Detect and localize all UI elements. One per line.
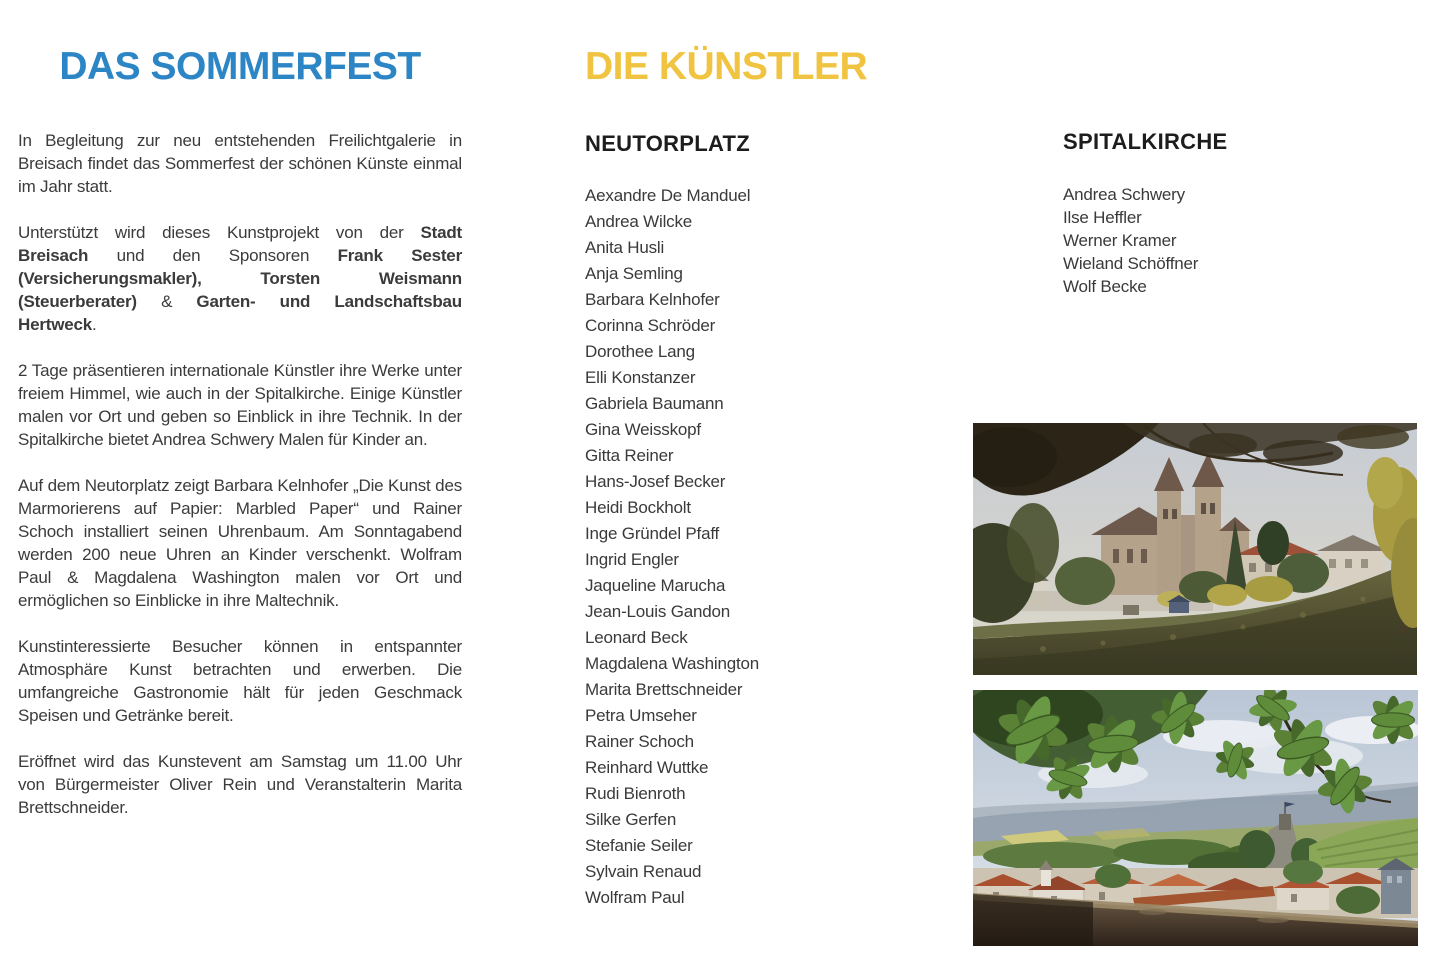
sponsors-paragraph	[18, 221, 462, 336]
neutorplatz-heading: NEUTORPLATZ	[585, 130, 751, 156]
artist-name: Stefanie Seiler	[585, 835, 693, 855]
sponsors-text-segment: &	[136, 291, 197, 311]
artist-name: Magdalena Washington	[585, 653, 759, 673]
artist-name: Andrea Schwery	[1063, 185, 1185, 204]
artist-name: Heidi Bockholt	[585, 497, 691, 517]
neutorplatz-program-paragraph: Auf dem Neutorplatz zeigt Barbara Kelnhofer „Die Kunst des Marmorierens auf Papier: Marbled Paper“ und Rainer Schoch installiert seinen Uhrenbaum. Am Sonntagabend werden 200 neue Uhren an Kinder verschenkt. Wolfram Paul & Magdalena Washington malen vor Ort und ermöglichen so Einblicke in ihre Maltechnik.	[18, 475, 462, 610]
sponsors-text-segment: Stadt Breisach	[18, 222, 462, 265]
artists-title: DIE KÜNSTLER	[585, 45, 868, 88]
artist-name: Elli Konstanzer	[585, 367, 696, 387]
photo-breisach-minster	[973, 423, 1417, 675]
spitalkirche-artist-list	[1063, 183, 1393, 298]
sommerfest-body	[18, 129, 462, 819]
breisach-town-view-illustration	[973, 690, 1418, 946]
artist-name: Andrea Wilcke	[585, 211, 692, 231]
artist-name: Silke Gerfen	[585, 809, 677, 829]
intro-paragraph: In Begleitung zur neu entstehenden Freilichtgalerie in Breisach findet das Sommerfest der schönen Künste einmal im Jahr statt.	[18, 130, 462, 196]
artist-name: Anja Semling	[585, 263, 683, 283]
artist-name: Dorothee Lang	[585, 341, 695, 361]
artist-name: Rudi Bienroth	[585, 783, 686, 803]
opening-paragraph: Eröffnet wird das Kunstevent am Samstag um 11.00 Uhr von Bürgermeister Oliver Rein und Veranstalterin Marita Brettschneider.	[18, 751, 462, 817]
artist-name: Corinna Schröder	[585, 315, 716, 335]
artist-name: Gitta Reiner	[585, 445, 674, 465]
artist-name: Gabriela Baumann	[585, 393, 724, 413]
sponsors-text-segment: und den Sponsoren	[88, 245, 338, 265]
artist-name: Jaqueline Marucha	[585, 575, 726, 595]
artist-name: Reinhard Wuttke	[585, 757, 709, 777]
artist-name: Marita Brettschneider	[585, 679, 743, 699]
artist-name: Anita Husli	[585, 237, 665, 257]
artist-name: Ingrid Engler	[585, 549, 679, 569]
artist-name: Ilse Heffler	[1063, 208, 1142, 227]
sommerfest-title: DAS SOMMERFEST	[59, 45, 421, 88]
artist-name: Inge Gründel Pfaff	[585, 523, 720, 543]
artist-name: Petra Umseher	[585, 705, 697, 725]
artist-name: Werner Kramer	[1063, 231, 1177, 250]
artist-name: Hans-Josef Becker	[585, 471, 726, 491]
sponsors-text-segment: .	[92, 314, 97, 334]
event-days-paragraph: 2 Tage präsentieren internationale Künstler ihre Werke unter freiem Himmel, wie auch in der Spitalkirche. Einige Künstler malen vor Ort und geben so Einblick in ihre Technik. In der Spitalkirche bietet Andrea Schwery Malen für Kinder an.	[18, 360, 462, 449]
artist-name: Gina Weisskopf	[585, 419, 701, 439]
sommerfest-column	[18, 44, 462, 842]
artist-name: Jean-Louis Gandon	[585, 601, 730, 621]
yellow-bush	[1207, 584, 1247, 606]
artists-column	[585, 44, 935, 911]
spitalkirche-heading: SPITALKIRCHE	[1063, 129, 1228, 154]
visitors-paragraph: Kunstinteressierte Besucher können in entspannter Atmosphäre Kunst betrachten und erwerben. Die umfangreiche Gastronomie hält für jeden Geschmack Speisen und Getränke bereit.	[18, 636, 462, 725]
artist-name: Leonard Beck	[585, 627, 688, 647]
sponsors-text-segment: Garten- und Landschaftsbau Hertweck	[18, 291, 462, 334]
artist-name: Rainer Schoch	[585, 731, 694, 751]
artist-name: Wieland Schöffner	[1063, 254, 1199, 273]
spitalkirche-column	[1063, 129, 1393, 298]
neutorplatz-artist-list	[585, 183, 935, 911]
artist-name: Aexandre De Manduel	[585, 185, 751, 205]
artist-name: Wolfram Paul	[585, 887, 685, 907]
breisach-minster-illustration	[973, 423, 1417, 675]
photo-breisach-town-view	[973, 690, 1418, 946]
sponsors-text-segment: Unterstützt wird dieses Kunstprojekt von der	[18, 222, 421, 242]
artist-name: Wolf Becke	[1063, 277, 1147, 296]
artist-name: Sylvain Renaud	[585, 861, 702, 881]
artist-name: Barbara Kelnhofer	[585, 289, 720, 309]
sponsors-text-segment: Frank Sester (Versicherungsmakler), Torsten Weismann (Steuerberater)	[18, 245, 462, 311]
